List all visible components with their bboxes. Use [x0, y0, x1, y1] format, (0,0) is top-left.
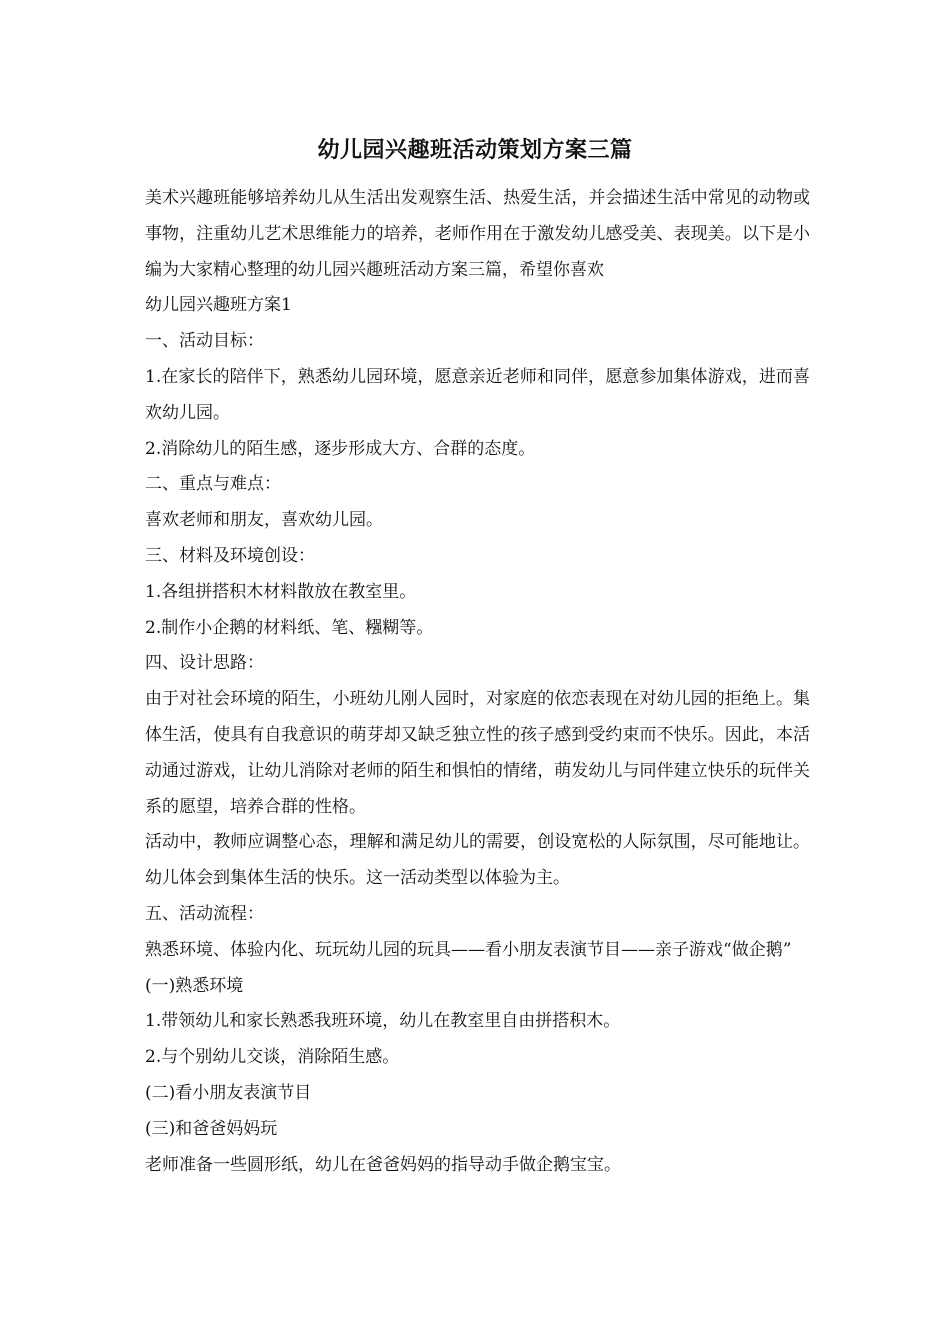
material-item-2: 2.制作小企鹅的材料纸、笔、糨糊等。: [145, 617, 434, 638]
process-summary: 熟悉环境、体验内化、玩玩幼儿园的玩具——看小朋友表演节目——亲子游戏“做企鹅”: [145, 939, 792, 960]
heading-activity-process: 五、活动流程：: [145, 903, 264, 924]
intro-paragraph: 美术兴趣班能够培养幼儿从生活出发观察生活、热爱生活，并会描述生活中常见的动物或事物，注重幼儿艺术思维能力的培养，老师作用在于激发幼儿感受美、表现美。以下是小编为大家精心整理的幼儿园兴趣班活动方案三篇，希望你喜欢: [145, 188, 810, 280]
design-ideas-paragraph: 由于对社会环境的陌生，小班幼儿刚人园时，对家庭的依恋表现在对幼儿园的拒绝上。集体生活，使具有自我意识的萌芽却又缺乏独立性的孩子感到受约束而不快乐。因此，本活动通过游戏，让幼儿消除对老师的陌生和惧怕的情绪，萌发幼儿与同伴建立快乐的玩伴关系的愿望，培养合群的性格。: [145, 689, 810, 817]
teacher-guidance-paragraph: 活动中，教师应调整心态，理解和满足幼儿的需要，创设宽松的人际氛围，尽可能地让。幼儿体会到集体生活的快乐。这一活动类型以体验为主。: [145, 832, 810, 889]
heading-materials: 三、材料及环境创设：: [145, 545, 315, 566]
document-body: [145, 181, 810, 1183]
section-heading-plan-1: 幼儿园兴趣班方案1: [145, 295, 292, 316]
heading-design-ideas: 四、设计思路：: [145, 653, 264, 674]
heading-activity-goals: 一、活动目标：: [145, 331, 264, 352]
step-3-text: 老师准备一些圆形纸，幼儿在爸爸妈妈的指导动手做企鹅宝宝。: [145, 1154, 621, 1175]
step-1-item-1: 1.带领幼儿和家长熟悉我班环境，幼儿在教室里自由拼搭积木。: [145, 1011, 621, 1032]
step-heading-2: (二)看小朋友表演节目: [145, 1082, 312, 1103]
heading-key-points: 二、重点与难点：: [145, 474, 281, 495]
goal-item-1: 1.在家长的陪伴下，熟悉幼儿园环境，愿意亲近老师和同伴，愿意参加集体游戏，进而喜欢幼儿园。: [145, 366, 810, 423]
step-heading-3: (三)和爸爸妈妈玩: [145, 1118, 278, 1139]
goal-item-2: 2.消除幼儿的陌生感，逐步形成大方、合群的态度。: [145, 438, 536, 459]
key-points-text: 喜欢老师和朋友，喜欢幼儿园。: [145, 510, 383, 531]
document-title: 幼儿园兴趣班活动策划方案三篇: [317, 137, 633, 163]
material-item-1: 1.各组拼搭积木材料散放在教室里。: [145, 581, 417, 602]
step-heading-1: (一)熟悉环境: [145, 975, 244, 996]
step-1-item-2: 2.与个别幼儿交谈，消除陌生感。: [145, 1047, 400, 1068]
